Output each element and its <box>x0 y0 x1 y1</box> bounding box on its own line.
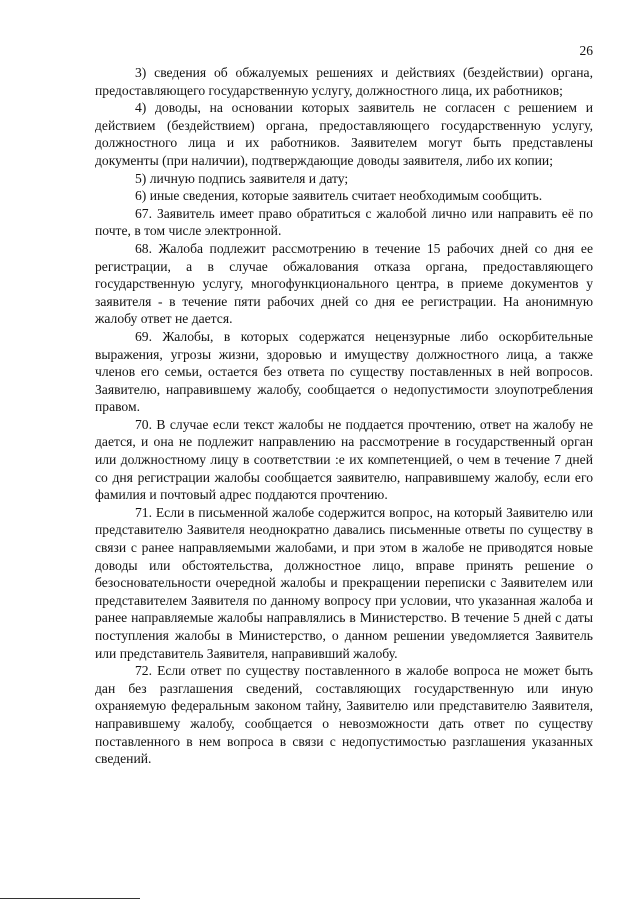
paragraph-item-6: 6) иные сведения, которые заявитель считает необходимым сообщить. <box>135 188 543 204</box>
paragraph-68: 68. Жалоба подлежит рассмотрению в течение 15 рабочих дней со дня ее регистрации, а в случае обжалования отказа органа, предоставляющего государственную услугу, многофункционального центра, в приеме документов у заявителя - в течение пяти рабочих дней со дня ее регистрации. На анонимную жалобу ответ не дается. <box>95 240 593 327</box>
paragraph-71: 71. Если в письменной жалобе содержится вопрос, на который Заявителю или представителю Заявителя неоднократно давались письменные ответы по существу в связи с ранее направляемыми жалобами, и при этом в жалобе не приводятся новые доводы или обстоятельства, должностное лицо, вправе принять решение о безосновательности очередной жалобы и прекращении переписки с Заявителем или представителем Заявителя по данному вопросу при условии, что указанная жалоба и ранее направляемые жалобы направлялись в Министерство. В течение 5 дней с даты поступления жалобы в Министерство, о данном решении уведомляется Заявитель или представитель Заявителя, направивший жалобу. <box>95 504 593 661</box>
page-number: 26 <box>579 43 593 58</box>
paragraph-67: 67. Заявитель имеет право обратиться с жалобой лично или направить её по почте, в том числе электронной. <box>95 205 593 239</box>
paragraph-item-5: 5) личную подпись заявителя и дату; <box>135 170 349 186</box>
paragraph-item-4: 4) доводы, на основании которых заявитель не согласен с решением и действием (бездействием) органа, предоставляющего государственную услугу, должностного лица и их работников. Заявителем могут быть представлены документы (при наличии), подтверждающие доводы заявителя, либо их копии; <box>95 100 593 168</box>
paragraph-69: 69. Жалобы, в которых содержатся нецензурные либо оскорбительные выражения, угрозы жизни, здоровью и имуществу должностного лица, а также членов его семьи, остается без ответа по существу поставленных в ней вопросов. Заявителю, направившему жалобу, сообщается о недопустимости злоупотребления правом. <box>95 328 593 415</box>
paragraph-72: 72. Если ответ по существу поставленного в жалобе вопроса не может быть дан без разглашения сведений, составляющих государственную или иную охраняемую федеральным законом тайну, Заявителю или представителю Заявителя, направившему жалобу, сообщается о невозможности дать ответ по существу поставленного в нем вопроса в связи с недопустимостью разглашения указанных сведений. <box>95 663 593 767</box>
footer-rule <box>0 898 140 899</box>
document-body <box>95 64 593 768</box>
paragraph-70: 70. В случае если текст жалобы не поддается прочтению, ответ на жалобу не дается, и она не подлежит направлению на рассмотрение в государственный орган или должностному лицу в соответствии :е их компетенцией, о чем в течение 7 дней со дня регистрации жалобы сообщается заявителю, направившему жалобу, если его фамилия и почтовый адрес поддаются прочтению. <box>95 416 593 503</box>
paragraph-item-3: 3) сведения об обжалуемых решениях и действиях (бездействии) органа, предоставляющего государственную услугу, должностного лица, их работников; <box>95 65 593 98</box>
